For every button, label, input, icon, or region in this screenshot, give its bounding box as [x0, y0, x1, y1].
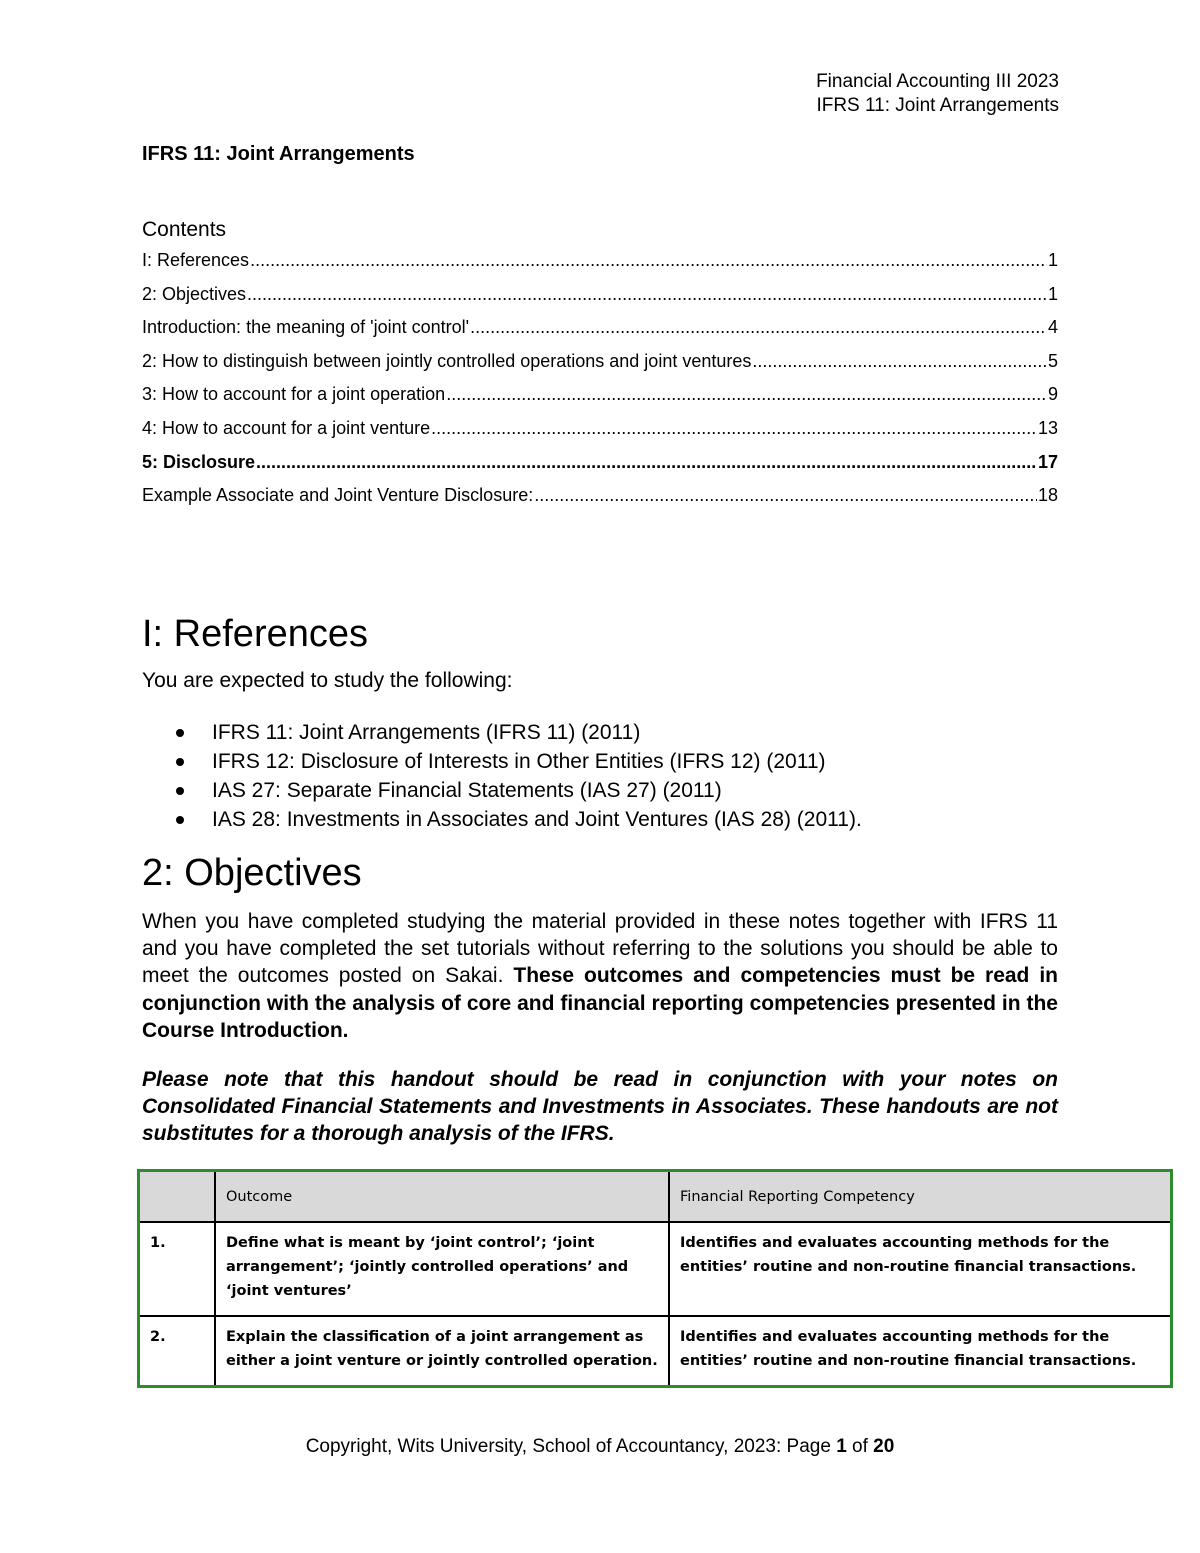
toc-entry[interactable] — [142, 314, 1058, 348]
toc-entry-page: 9 — [1047, 384, 1058, 405]
toc-dot-leader — [752, 348, 1047, 374]
list-item — [142, 718, 862, 747]
header-topic: IFRS 11: Joint Arrangements — [816, 95, 1059, 116]
document-title: IFRS 11: Joint Arrangements — [142, 143, 415, 165]
toc-heading: Contents — [142, 218, 227, 241]
table-row — [139, 1316, 1172, 1387]
toc-entry[interactable] — [142, 348, 1058, 382]
table-row — [139, 1222, 1172, 1316]
bullet-icon — [176, 787, 184, 795]
bullet-icon — [176, 758, 184, 766]
list-item — [142, 747, 862, 776]
reference-text: IFRS 11: Joint Arrangements (IFRS 11) (2011) — [212, 721, 641, 744]
toc-entry-title: 2: Objectives — [142, 283, 247, 304]
competency-cell: Identifies and evaluates accounting methods for the entities’ routine and non-routine financial transactions. — [669, 1316, 1172, 1387]
toc-entry-title: 3: How to account for a joint operation — [142, 384, 446, 405]
toc-entry[interactable] — [142, 381, 1058, 415]
toc-dot-leader — [250, 247, 1047, 273]
toc-entry-page: 1 — [1047, 283, 1058, 304]
page-footer — [0, 1436, 1200, 1458]
objectives-paragraph — [142, 908, 1058, 1044]
table-header-cell: Outcome — [215, 1171, 669, 1223]
outcome-cell: Explain the classification of a joint arrangement as either a joint venture or jointly controlled operation. — [215, 1316, 669, 1387]
table-header-cell: Financial Reporting Competency — [669, 1171, 1172, 1223]
header-course: Financial Accounting III 2023 — [816, 71, 1059, 92]
references-list — [142, 718, 862, 834]
toc-dot-leader — [470, 314, 1047, 340]
toc-entry-page: 17 — [1037, 451, 1058, 472]
table-of-contents — [142, 247, 1058, 516]
toc-entry-title: Introduction: the meaning of 'joint control' — [142, 317, 470, 338]
running-header — [816, 70, 1059, 118]
reference-text: IFRS 12: Disclosure of Interests in Other Entities (IFRS 12) (2011) — [212, 750, 826, 773]
toc-dot-leader — [431, 415, 1037, 441]
toc-dot-leader — [247, 281, 1047, 307]
toc-entry-title: 5: Disclosure — [142, 451, 256, 472]
toc-entry-title: I: References — [142, 250, 250, 270]
list-item — [142, 776, 862, 805]
toc-dot-leader — [446, 381, 1047, 407]
reference-text: IAS 28: Investments in Associates and Joint Ventures (IAS 28) (2011). — [212, 808, 862, 831]
section-heading-references: I: References — [142, 613, 368, 655]
competency-cell: Identifies and evaluates accounting methods for the entities’ routine and non-routine financial transactions. — [669, 1222, 1172, 1316]
outcome-cell: Define what is meant by ‘joint control’; ‘joint arrangement’; ‘jointly controlled operations’ and ‘joint ventures’ — [215, 1222, 669, 1316]
footer-page-number: 1 — [836, 1436, 847, 1457]
section-heading-objectives: 2: Objectives — [142, 852, 362, 894]
toc-entry-page: 4 — [1047, 317, 1058, 338]
list-item — [142, 805, 862, 834]
toc-entry-title: 2: How to distinguish between jointly controlled operations and joint ventures — [142, 350, 752, 371]
footer-of: of — [846, 1436, 874, 1457]
toc-entry[interactable] — [142, 415, 1058, 449]
toc-entry-page: 13 — [1037, 417, 1058, 438]
toc-entry-title: 4: How to account for a joint venture — [142, 417, 431, 438]
toc-entry-page: 1 — [1047, 250, 1058, 270]
table-header-cell — [139, 1171, 216, 1223]
references-intro: You are expected to study the following: — [142, 669, 513, 692]
objectives-paragraph-bold: These outcomes and competencies must be read in conjunction with the analysis of core and financial reporting competencies presented in the Course Introduction. — [142, 964, 1058, 1042]
handout-note: Please note that this handout should be read in conjunction with your notes on Consolidated Financial Statements and Investments in Associates. These handouts are not substitutes for a thorough analysis of the IFRS. — [142, 1068, 1058, 1146]
toc-entry[interactable] — [142, 281, 1058, 315]
bullet-icon — [176, 729, 184, 737]
toc-dot-leader — [256, 449, 1037, 475]
footer-text: Copyright, Wits University, School of Accountancy, 2023: Page — [305, 1436, 837, 1457]
reference-text: IAS 27: Separate Financial Statements (IAS 27) (2011) — [212, 779, 722, 802]
table-header-row — [139, 1171, 1172, 1223]
outcomes-table — [137, 1169, 1173, 1388]
toc-entry[interactable] — [142, 247, 1058, 281]
toc-entry[interactable] — [142, 449, 1058, 483]
toc-entry[interactable] — [142, 482, 1058, 516]
row-number: 2. — [139, 1316, 216, 1387]
footer-page-total: 20 — [873, 1436, 895, 1457]
toc-entry-page: 18 — [1037, 485, 1058, 506]
row-number: 1. — [139, 1222, 216, 1316]
toc-entry-page: 5 — [1047, 350, 1058, 371]
toc-entry-title: Example Associate and Joint Venture Disclosure: — [142, 485, 534, 506]
objectives-paragraph-plain: When you have completed studying the material provided in these notes together with IFRS 11 and you have completed the set tutorials without referring to the solutions you should be able to meet the outcomes posted on Sakai. — [142, 910, 1058, 988]
toc-dot-leader — [534, 482, 1037, 508]
bullet-icon — [176, 816, 184, 824]
